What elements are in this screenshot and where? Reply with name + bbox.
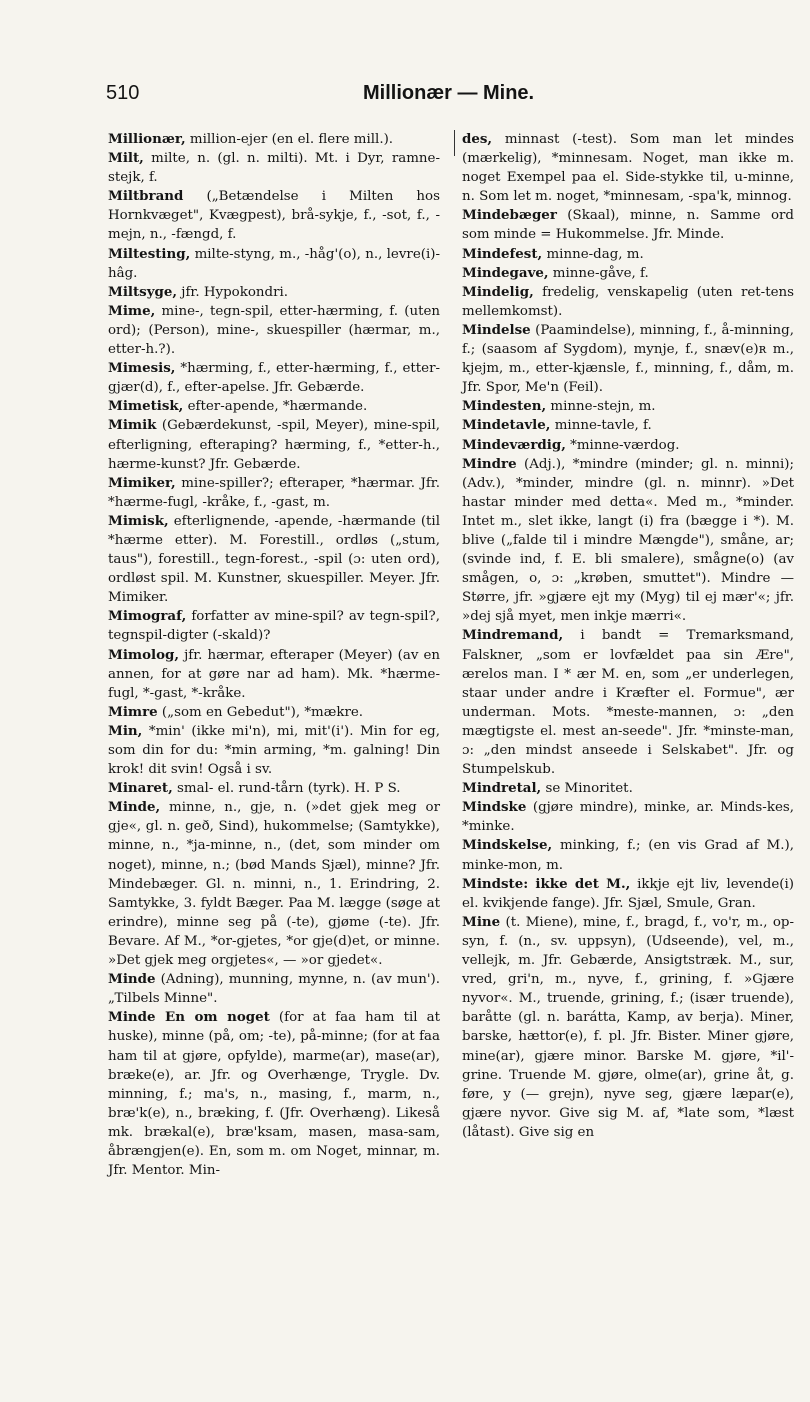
headword: Mimisk, [108,512,169,529]
dictionary-entry [462,321,794,397]
dictionary-entry [108,416,440,473]
entry-text: ikkje ejt liv, levende(i) el. kvikjende fange). Jfr. Sjæl, Smule, Gran. [462,876,794,911]
dictionary-entry [108,646,440,703]
entry-text: forfatter av mine-spil? av tegn-spil?, tegnspil-digter (-skald)? [108,609,440,644]
entry-text: *hærming, f., etter-hærming, f., etter-gjær(d), f., efter-apelse. Jfr. Gebærde. [108,361,440,396]
dictionary-entry [108,149,440,187]
entry-text: jfr. hærmar, efteraper (Meyer) (av en annen, for at gøre nar ad ham). Mk. *hærme-fugl, *-gast, *-kråke. [108,647,440,701]
dictionary-entry [462,264,794,283]
entry-text: efterlignende, -apende, -hærmande (til *hærme etter). M. Forestill., ordløs („stum, taus"), forestill., tegn-forest., -spil (ɔ: uten ord), ordløst spil. M. Kunstner, skuespiller. Meyer. Jfr. Mimiker. [108,513,440,606]
dictionary-entry [462,626,794,779]
headword: Minde En om noget [108,1009,270,1026]
dictionary-entry [108,798,440,970]
entry-text: (Gebærdekunst, -spil, Meyer), mine-spil, efterligning, efteraping? hærming, f., *etter-h., hærme-kunst? Jfr. Gebærde. [108,418,440,472]
headword: Mindste: ikke det M., [462,875,631,892]
headword: Mimiker, [108,474,176,491]
headword: Minde, [108,799,161,816]
headword: Mindretal, [462,780,542,797]
entry-text: minne-tavle, f. [550,418,652,434]
headword: Mindelig, [462,283,534,300]
entry-text: fredelig, venskapelig (uten ret-tens mellemkomst). [462,284,794,319]
headword: Miltsyge, [108,283,178,300]
entry-text: minne-stejn, m. [546,399,656,415]
entry-text: (t. Miene), mine, f., bragd, f., vo'r, m., op-syn, f. (n., sv. uppsyn), (Udseende), vel, m., vellejk, m. Jfr. Gebærde, Ansigtstræk. M., sur, vred, gri'n, m., nyve, f., grining, f. »Gjære nyvor«. M., truende, grining, f.; (især truende), baråtte (gl. n. barátta, Kamp, av berja). Miner, barske, hættor(e), f. pl. Jfr. Bister. Miner gjøre, mine(ar), gjære minor. Barske M. gjøre, *il'-grine. Truende M. gjøre, olme(ar), grine åt, g. føre, y (— grejn), nyve seg, gjære læpar(e), gjære nyvor. Give sig M. af, *late som, *læst (låtast). Give sig en [462,914,794,1140]
entry-text: (gjøre mindre), minke, ar. Minds-kes, *minke. [462,800,794,835]
column-divider [454,130,455,156]
dictionary-entry [108,970,440,1008]
dictionary-entry [108,397,440,416]
headword: Minde [108,971,156,988]
dictionary-entry [462,913,794,1142]
headword: Mindremand, [462,627,564,644]
headword: Miltesting, [108,245,191,262]
dictionary-entry [108,474,440,512]
headword: Mindske [462,799,527,816]
headword: Mindesten, [462,398,547,415]
dictionary-entry [108,302,440,359]
headword: Mimre [108,703,158,720]
entry-text: mine-, tegn-spil, etter-hærming, f. (uten ord); (Person), mine-, skuespiller (hærmar, m., etter-h.?). [108,303,440,358]
entry-text: („som en Gebedut"), *mækre. [157,704,364,720]
entry-text: mine-spiller?; efteraper, *hærmar. Jfr. *hærme-fugl, -kråke, f., -gast, m. [108,475,440,510]
dictionary-entry [462,779,794,798]
dictionary-entry [462,206,794,244]
dictionary-entry [462,836,794,874]
headword: Minaret, [108,780,173,797]
headword: Mindefest, [462,245,543,262]
entry-text: se Minoritet. [541,781,633,797]
dictionary-entry [108,607,440,645]
entry-text: (Adning), munning, mynne, n. (av mun'). „Tilbels Minne". [108,972,440,1007]
headword: Mindetavle, [462,417,551,434]
entry-text: million-ejer (en el. flere mill.). [185,132,394,147]
headword: Mindre [462,455,517,472]
headword: Mine [462,913,501,930]
headword: Min, [108,722,143,739]
dictionary-entry [108,722,440,779]
headword: des, [462,131,493,147]
dictionary-entry [108,130,440,149]
headword: Mindskelse, [462,837,553,854]
entry-text: *minne-værdog. [565,437,680,453]
entry-text: smal- el. rund-tårn (tyrk). H. P S. [172,781,401,797]
headword: Mimik [108,417,157,434]
headword: Mimetisk, [108,398,184,415]
headword: Mimesis, [108,360,176,377]
running-head: Millionær — Mine. [363,82,535,104]
entry-text: minne, n., gje, n. (»det gjek meg or gje«, gl. n. geð, Sind), hukommelse; (Samtykke), minne, n., *ja-minne, n., (det, som minder om noget), minne, n.; (bød Mands Sjæl), minne? Jfr. Mindebæger. Gl. n. minni, n., 1. Erindring, 2. Samtykke, 3. fyldt Bæger. Paa M. lægge (søge at erindre), minne seg på (-te), gjøme (-te). Jfr. Bevare. Af M., *or-gjetes, *or gje(d)et, or minne. »Det gjek meg orgjetes«, — »or gjedet«. [108,800,440,969]
dictionary-entry [108,283,440,302]
dictionary-entry [108,1008,440,1180]
dictionary-entry [462,245,794,264]
headword: Mindeværdig, [462,436,566,453]
headword: Mime, [108,302,156,319]
right-column [462,130,794,1142]
dictionary-entry [108,187,440,244]
headword: Millionær, [108,131,186,147]
dictionary-entry [462,283,794,321]
headword: Milt, [108,150,144,167]
headword: Mimograf, [108,608,187,625]
entry-text: jfr. Hypokondri. [177,284,289,300]
entry-text: minne-dag, m. [542,246,644,262]
dictionary-entry [108,779,440,798]
dictionary-entry [462,798,794,836]
headword: Mindelse [462,321,531,338]
entry-text: (Skaal), minne, n. Samme ord som minde = Hukommelse. Jfr. Minde. [462,208,794,243]
entry-text: milte-styng, m., -håg'(o), n., levre(i)-hâg. [108,246,440,281]
entry-text: minne-gåve, f. [548,265,649,281]
page-header [0,82,810,116]
dictionary-entry [462,436,794,455]
entry-text: i bandt = Tremarksmand, Falskner, „som er lovfældet paa sin Ære", ærelos man. I * ær M. en, som „er underlegen, staar under andre i Kræfter el. Formue", ær underman. Mots. *meste-mannen, ɔ: „den mægtigste el. mest an-seede". Jfr. *minste-man, ɔ: „den mindst anseede i Selskabet". Jfr. og Stumpelskub. [462,628,794,778]
entry-text: efter-apende, *hærmande. [183,399,368,415]
headword: Mindebæger [462,207,557,224]
entry-text: („Betændelse i Milten hos Hornkvæget", Kvægpest), brå-sykje, f., -sot, f., -mejn, n., -fængd, f. [108,189,440,243]
dictionary-entry [462,397,794,416]
headword: Miltbrand [108,188,184,205]
entry-text: (for at faa ham til at huske), minne (på, om; -te), på-minne; (for at faa ham til at gjøre, opfylde), marme(ar), mase(ar), bræke(e), ar. Jfr. og Overhænge, Tryglе. Dv. minning, f.; ma's, n., masing, f., marm, n., bræ'k(e), n., bræking, f. (Jfr. Overhæng). Likeså mk. brækal(e), bræ'ksam, masen, masa-sam, åbrængjen(e). En, som m. om Noget, minnar, m. Jfr. Mentor. Min- [108,1010,440,1179]
entry-text: milte, n. (gl. n. milti). Mt. i Dyr, ramne-stejk, f. [108,151,440,186]
dictionary-entry [462,130,794,206]
entry-text: (Paamindelse), minning, f., å-minning, f.; (saasom af Sygdom), mynje, f., snæv(e)ʀ m., kjejm, m., etter-kjænsle, f., minning, f., dåm, m. Jfr. Spor, Me'n (Feil). [462,322,794,396]
entry-text: minnast (-test). Som man let mindes (mærkelig), *minnesam. Noget, man ikke m. noget Exempel paa el. Side-stykke til, u-minne, n. Som let m. noget, *minnesam, -spa'k, minnog. [462,132,794,205]
page-number: 510 [106,82,140,104]
headword: Mimolog, [108,646,180,663]
dictionary-entry [462,455,794,627]
dictionary-entry [108,245,440,283]
dictionary-entry [108,359,440,397]
entry-text: (Adj.), *mindre (minder; gl. n. minni); (Adv.), *minder, mindre (gl. n. minnr). »Det hastar minder med detta«. Med m., *minder. Intet m., slet ikke, langt (i) fra (bægge i *). M. blive („falde til i mindre Mængde"), småne, ar; (svinde ind, f. E. bli smalere), smågne(o) (av smågen, o, ɔ: „krøben, smuttet"). Mindre — Større, jfr. »gjære ejt my (Myg) til ej mær'«; jfr. »dej sjå myet, men inkje mærri«. [462,456,794,625]
dictionary-entry [462,875,794,913]
dictionary-entry [108,703,440,722]
left-column [108,130,440,1180]
headword: Mindegave, [462,264,549,281]
entry-text: minking, f.; (en vis Grad af M.), minke-mon, m. [462,838,794,873]
dictionary-entry [462,416,794,435]
entry-text: *min' (ikke mi'n), mi, mit'(i'). Min for eg, som din for du: *min arming, *m. galning! Din krok! dit svin! Også i sv. [108,723,440,778]
dictionary-entry [108,512,440,607]
